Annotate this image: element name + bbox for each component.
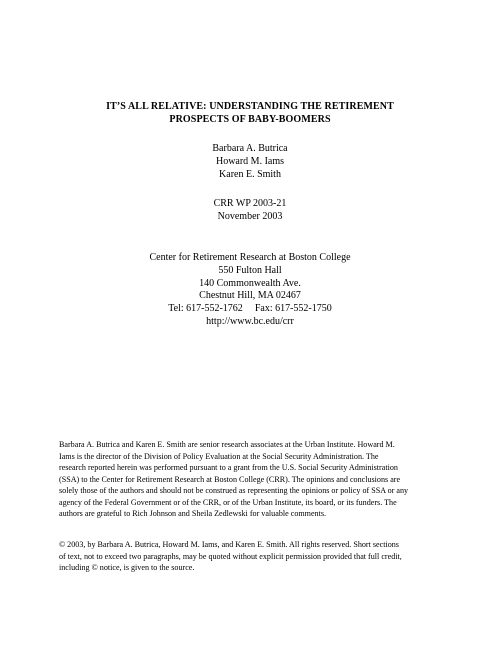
center-fax: Fax: 617-552-1750: [254, 303, 332, 315]
working-paper-date: November 2003: [217, 211, 283, 222]
center-website-link[interactable]: http://www.bc.edu/crr: [206, 315, 294, 327]
acknowledgement-line: Barbara A. Butrica and Karen E. Smith are senior research associates at the Urban Institute. Howard M.: [59, 440, 395, 449]
copyright-line: © 2003, by Barbara A. Butrica, Howard M. Iams, and Karen E. Smith. All rights reserved. Short sections: [59, 540, 399, 549]
acknowledgement-line: agency of the Federal Government or of the CRR, or of the Urban Institute, its board, or its funders. The: [59, 497, 397, 507]
author-name: Barbara A. Butrica: [212, 143, 288, 154]
author-name: Howard M. Iams: [215, 156, 285, 167]
acknowledgement-line: Iams is the director of the Division of Policy Evaluation at the Social Security Administration. The: [59, 451, 379, 461]
center-building: 550 Fulton Hall: [218, 264, 282, 276]
center-name: Center for Retirement Research at Boston College: [149, 252, 351, 263]
acknowledgement-line: (SSA) to the Center for Retirement Research at Boston College (CRR). The opinions and conclusions are: [59, 474, 401, 484]
paper-title-line: PROSPECTS OF BABY-BOOMERS: [169, 114, 331, 125]
center-telephone: Tel: 617-552-1762: [168, 303, 243, 315]
acknowledgement-line: authors are grateful to Rich Johnson and Sheila Zedlewski for valuable comments.: [59, 509, 327, 518]
author-list: [100, 142, 400, 181]
paper-title: [60, 100, 440, 126]
working-paper-number: CRR WP 2003-21: [213, 198, 287, 209]
center-city: Chestnut Hill, MA 02467: [199, 290, 301, 302]
working-paper-info: [100, 197, 400, 223]
acknowledgement-paragraph: [59, 439, 454, 520]
acknowledgement-line: solely those of the authors and should not be construed as representing the opinions or policy of SSA or any: [59, 486, 409, 495]
acknowledgement-line: research reported herein was performed pursuant to a grant from the U.S. Social Security Administration: [59, 463, 398, 472]
center-contact-line: [80, 303, 420, 316]
copyright-notice: [59, 539, 454, 574]
copyright-line: including © notice, is given to the source.: [59, 563, 195, 572]
paper-title-line: IT’S ALL RELATIVE: UNDERSTANDING THE RETIREMENT: [106, 101, 394, 112]
center-street: 140 Commonwealth Ave.: [199, 277, 301, 289]
copyright-line: of text, not to exceed two paragraphs, may be quoted without explicit permission provided that full credit,: [59, 551, 402, 561]
author-name: Karen E. Smith: [219, 169, 281, 180]
center-address-block: [80, 252, 420, 329]
